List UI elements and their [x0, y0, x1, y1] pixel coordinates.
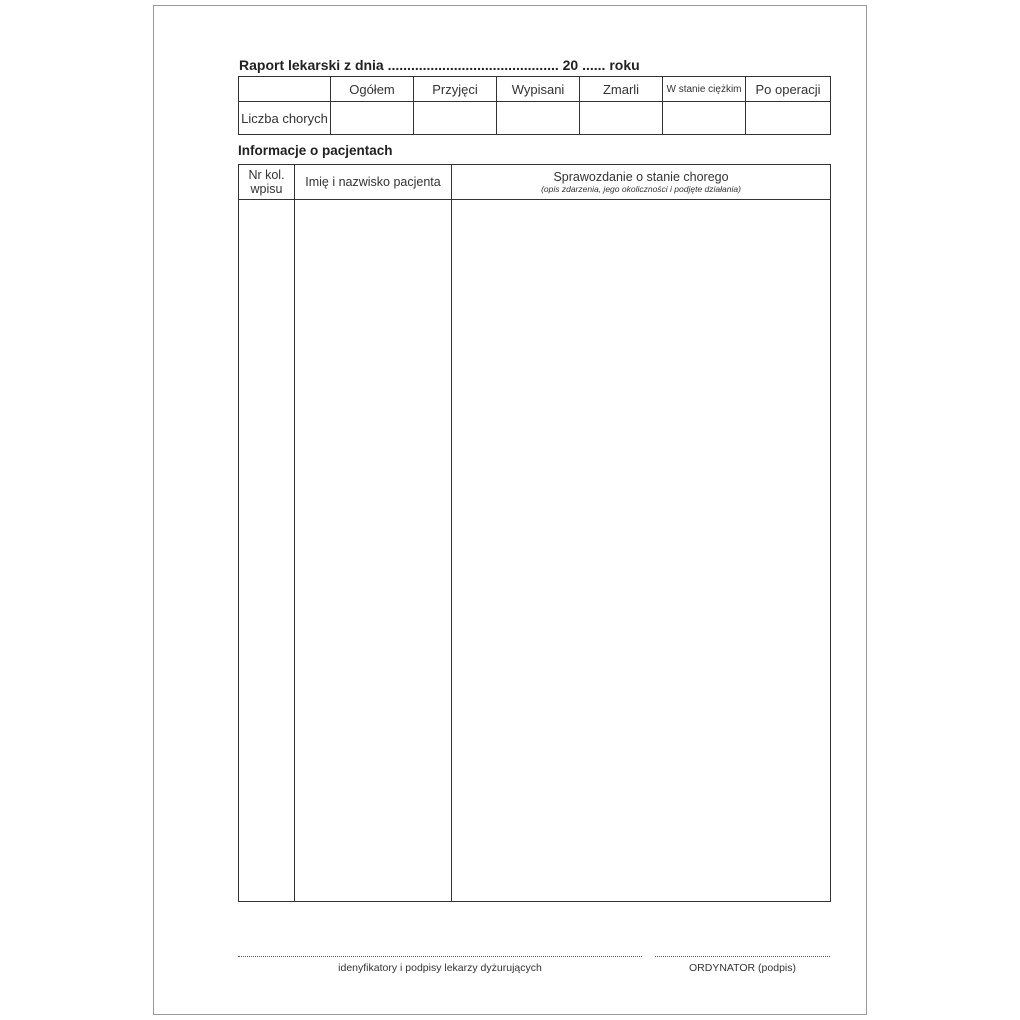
patients-header-row	[239, 165, 831, 200]
patients-cell-report[interactable]	[452, 200, 831, 902]
patients-cell-name[interactable]	[295, 200, 452, 902]
patients-header-number: Nr kol. wpisu	[239, 165, 295, 200]
patients-cell-number[interactable]	[239, 200, 295, 902]
stats-data-row	[239, 102, 831, 135]
stats-cell-critical[interactable]	[663, 102, 746, 135]
patients-section-title: Informacje o pacjentach	[238, 143, 393, 158]
report-title: Raport lekarski z dnia ............................................ 20 ...... roku	[239, 57, 640, 73]
head-signature-line[interactable]	[655, 956, 830, 957]
stats-cell-after-surgery[interactable]	[746, 102, 831, 135]
head-signature-label: ORDYNATOR (podpis)	[689, 962, 796, 974]
stats-cell-discharged[interactable]	[497, 102, 580, 135]
stats-cell-admitted[interactable]	[414, 102, 497, 135]
stats-cell-total[interactable]	[331, 102, 414, 135]
doctors-signature-line[interactable]	[238, 956, 642, 957]
stats-header-after-surgery: Po operacji	[746, 77, 831, 102]
patients-header-report	[452, 165, 831, 200]
stats-header-empty	[239, 77, 331, 102]
stats-header-admitted: Przyjęci	[414, 77, 497, 102]
stats-row-label: Liczba chorych	[239, 102, 331, 135]
patients-header-report-title: Sprawozdanie o stanie chorego	[553, 170, 729, 184]
stats-header-total: Ogółem	[331, 77, 414, 102]
stats-header-discharged: Wypisani	[497, 77, 580, 102]
patients-body-row	[239, 200, 831, 902]
stats-header-row	[239, 77, 831, 102]
patients-header-name: Imię i nazwisko pacjenta	[295, 165, 452, 200]
stats-cell-deceased[interactable]	[580, 102, 663, 135]
doctors-signature-label: idenyfikatory i podpisy lekarzy dyżurujących	[338, 962, 542, 974]
stats-header-deceased: Zmarli	[580, 77, 663, 102]
patients-table	[238, 164, 831, 902]
patients-header-report-note: (opis zdarzenia, jego okoliczności i podjęte działania)	[541, 184, 741, 194]
stats-table	[238, 76, 831, 135]
stats-header-critical: W stanie ciężkim	[663, 77, 746, 102]
